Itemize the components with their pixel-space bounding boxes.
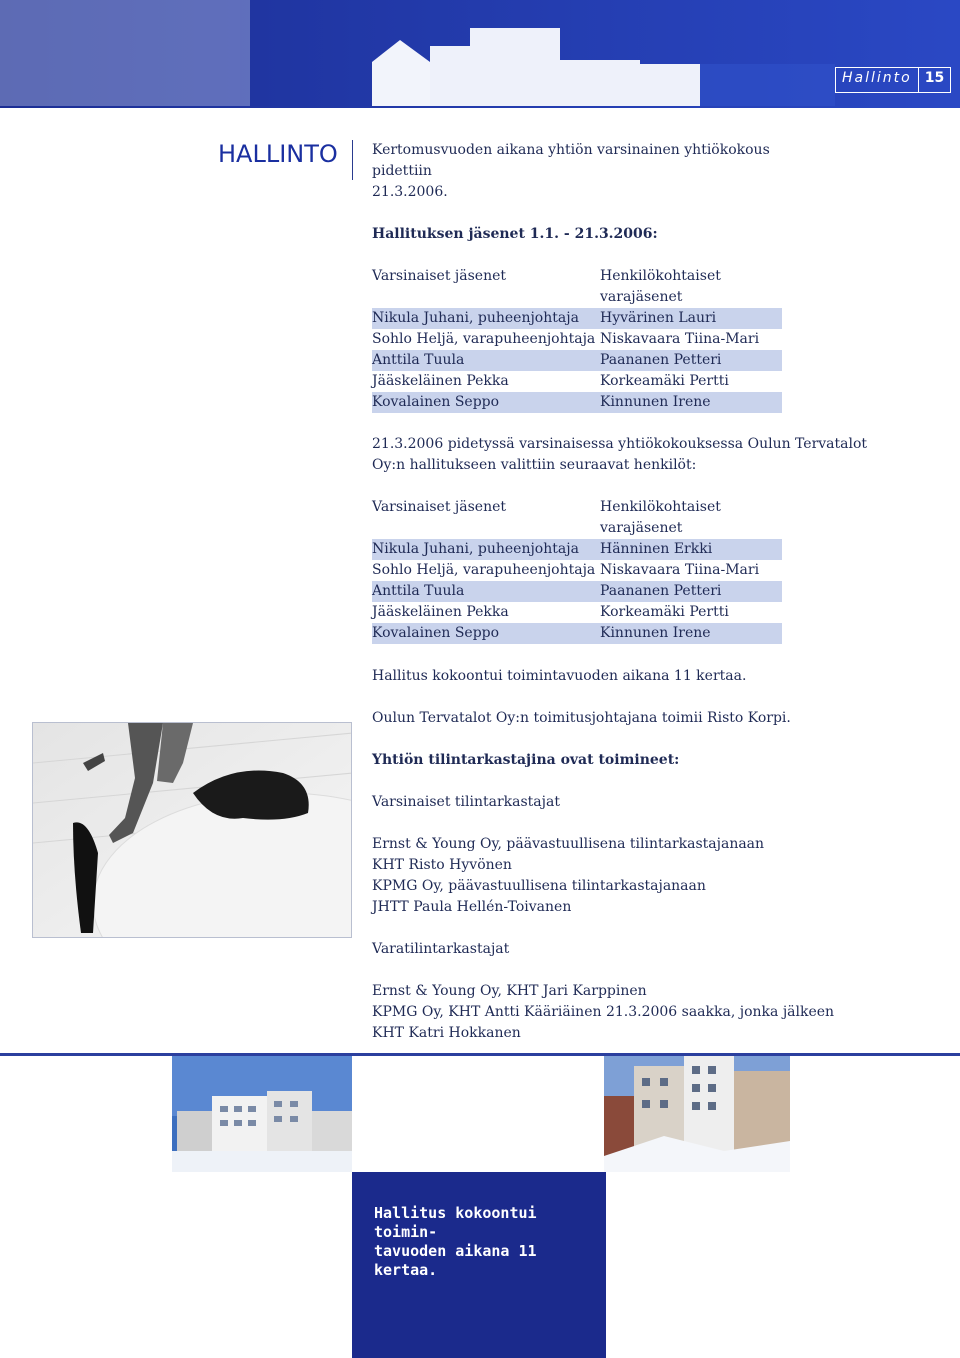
auditor-line: KPMG Oy, päävastuullisena tilintarkastajanaan	[372, 878, 706, 894]
table-row	[372, 623, 782, 644]
deputy-auditor-line: KPMG Oy, KHT Antti Kääriäinen 21.3.2006 saakka, jonka jälkeen	[372, 1004, 835, 1020]
board2-col1-header: Varsinaiset jäsenet	[372, 499, 506, 515]
deputy-auditors-label: Varatilintarkastajat	[372, 941, 510, 957]
deputy-auditor-line: KHT Katri Hokkanen	[372, 1025, 521, 1041]
intro-line-1: Kertomusvuoden aikana yhtiön varsinainen yhtiökokous pidettiin	[372, 142, 770, 179]
divider-line	[0, 1053, 960, 1056]
board1-table	[372, 308, 782, 413]
title-divider	[352, 140, 353, 180]
member-cell: Sohlo Heljä, varapuheenjohtaja	[372, 331, 596, 347]
election-line-2: Oy:n hallitukseen valittiin seuraavat henkilöt:	[372, 457, 697, 473]
member-cell: Jääskeläinen Pekka	[372, 373, 509, 389]
board1-col2-header: Henkilökohtaiset varajäsenet	[600, 268, 721, 305]
chair-photo	[32, 722, 352, 938]
section-name: Hallinto	[842, 70, 912, 86]
member-cell: Kovalainen Seppo	[372, 625, 500, 641]
pull-quote-line-2: tavuoden aikana 11 kertaa.	[374, 1242, 537, 1279]
deputy-cell: Kinnunen Irene	[600, 625, 711, 641]
deputy-cell: Kinnunen Irene	[600, 394, 711, 410]
table-row	[372, 539, 782, 560]
ceo-text: Oulun Tervatalot Oy:n toimitusjohtajana toimii Risto Korpi.	[372, 710, 791, 726]
table-row	[372, 581, 782, 602]
city-skyline-graphic	[0, 0, 960, 108]
meetings-text: Hallitus kokoontui toimintavuoden aikana 11 kertaa.	[372, 668, 747, 684]
regular-auditors-label: Varsinaiset tilintarkastajat	[372, 794, 560, 810]
table-row	[372, 392, 782, 413]
intro-line-2: 21.3.2006.	[372, 184, 448, 200]
auditor-line: Ernst & Young Oy, päävastuullisena tilintarkastajanaan	[372, 836, 765, 852]
member-cell: Kovalainen Seppo	[372, 394, 500, 410]
apartments-photo-1	[172, 1056, 352, 1172]
section-badge	[835, 67, 951, 93]
auditor-line: KHT Risto Hyvönen	[372, 857, 512, 873]
deputy-cell: Niskavaara Tiina-Mari	[600, 562, 760, 578]
member-cell: Jääskeläinen Pekka	[372, 604, 509, 620]
member-cell: Nikula Juhani, puheenjohtaja	[372, 310, 579, 326]
auditors-heading: Yhtiön tilintarkastajina ovat toimineet:	[372, 752, 680, 768]
board2-col2-header: Henkilökohtaiset varajäsenet	[600, 499, 721, 536]
deputy-cell: Korkeamäki Pertti	[600, 604, 729, 620]
apartments-photo-2	[604, 1056, 790, 1172]
member-cell: Nikula Juhani, puheenjohtaja	[372, 541, 579, 557]
deputy-cell: Paananen Petteri	[600, 583, 722, 599]
election-line-1: 21.3.2006 pidetyssä varsinaisessa yhtiökokouksessa Oulun Tervatalot	[372, 436, 868, 452]
board2-header	[372, 497, 792, 536]
table-row	[372, 602, 782, 623]
table-row	[372, 371, 782, 392]
header-banner	[0, 0, 960, 108]
board1-col1-header: Varsinaiset jäsenet	[372, 268, 506, 284]
main-content	[372, 140, 868, 1044]
board1-header	[372, 266, 792, 305]
auditor-line: JHTT Paula Hellén-Toivanen	[372, 899, 572, 915]
page-title: HALLINTO	[218, 140, 338, 168]
page-number: 15	[918, 68, 950, 92]
table-row	[372, 560, 782, 581]
table-row	[372, 308, 782, 329]
deputy-cell: Paananen Petteri	[600, 352, 722, 368]
deputy-auditor-line: Ernst & Young Oy, KHT Jari Karppinen	[372, 983, 647, 999]
board2-table	[372, 539, 782, 644]
table-row	[372, 350, 782, 371]
board1-heading: Hallituksen jäsenet 1.1. - 21.3.2006:	[372, 226, 658, 242]
table-row	[372, 329, 782, 350]
deputy-cell: Korkeamäki Pertti	[600, 373, 729, 389]
member-cell: Anttila Tuula	[372, 583, 465, 599]
pull-quote	[374, 1204, 594, 1280]
deputy-cell: Hänninen Erkki	[600, 541, 713, 557]
pull-quote-line-1: Hallitus kokoontui toimin-	[374, 1204, 537, 1241]
pull-quote-box	[352, 1172, 606, 1358]
deputy-cell: Hyvärinen Lauri	[600, 310, 717, 326]
deputy-cell: Niskavaara Tiina-Mari	[600, 331, 760, 347]
member-cell: Anttila Tuula	[372, 352, 465, 368]
member-cell: Sohlo Heljä, varapuheenjohtaja	[372, 562, 596, 578]
